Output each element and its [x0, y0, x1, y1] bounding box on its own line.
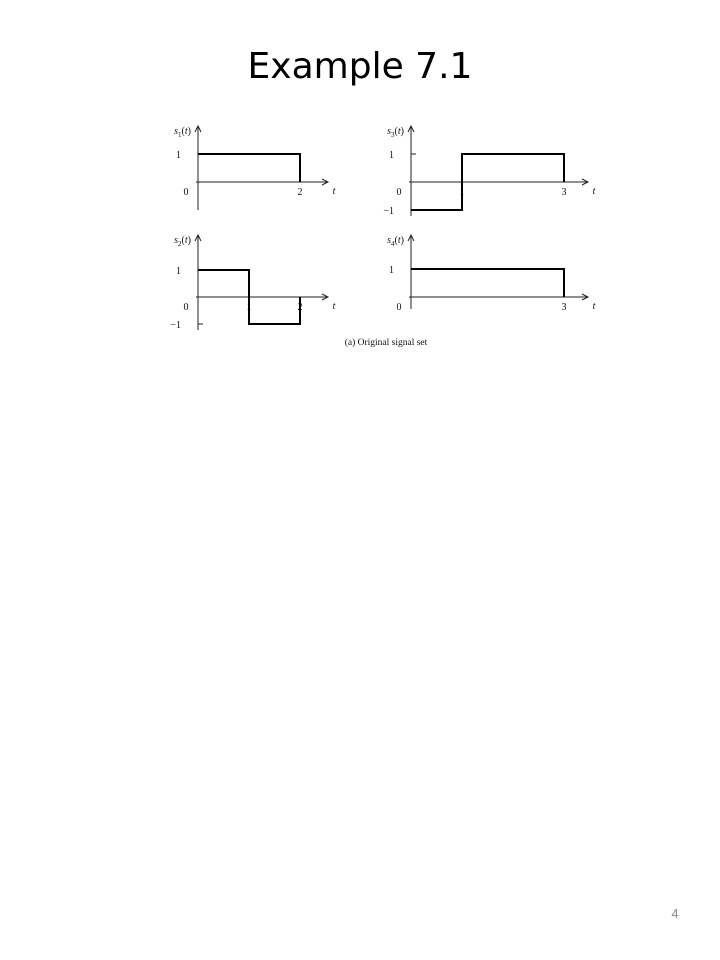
slide-number: 4	[671, 906, 679, 921]
y-axis-label: $s_3(t)$	[387, 126, 404, 139]
figure-caption: (a) Original signal set	[344, 338, 428, 348]
y-tick-label: 1	[389, 150, 394, 161]
y-tick-label: 1	[176, 266, 181, 277]
signal-waveform	[198, 154, 300, 182]
x-tick-label: 2	[297, 302, 303, 313]
x-tick-label: 0	[396, 187, 402, 198]
x-tick-label: 2	[297, 187, 303, 198]
signal-set-figure	[160, 112, 620, 362]
y-axis-label: $s_4(t)$	[387, 235, 404, 248]
x-axis-label: t	[332, 301, 336, 312]
y-tick-label: −1	[170, 320, 181, 331]
y-tick-label: −1	[383, 206, 394, 217]
x-tick-label: 0	[183, 302, 189, 313]
signal-panel-2	[383, 126, 595, 217]
slide-title: Example 7.1	[247, 46, 473, 87]
y-axis-label: $s_1(t)$	[174, 126, 191, 139]
x-tick-label: 1	[246, 302, 252, 313]
x-tick-label: 3	[561, 302, 567, 313]
signal-panel-3	[170, 235, 335, 331]
y-tick-label: 1	[389, 265, 394, 276]
x-tick-label: 1	[459, 187, 465, 198]
y-axis-label: $s_2(t)$	[174, 235, 191, 248]
signal-waveform	[411, 269, 564, 297]
x-axis-label: t	[332, 186, 336, 197]
signal-panel-4	[387, 235, 595, 313]
signal-panel-1	[174, 126, 335, 210]
x-tick-label: 0	[183, 187, 189, 198]
x-tick-label: 0	[396, 302, 402, 313]
x-axis-label: t	[592, 301, 596, 312]
x-axis-label: t	[592, 186, 596, 197]
y-tick-label: 1	[176, 150, 181, 161]
x-tick-label: 3	[561, 187, 567, 198]
signal-plots	[160, 112, 620, 362]
